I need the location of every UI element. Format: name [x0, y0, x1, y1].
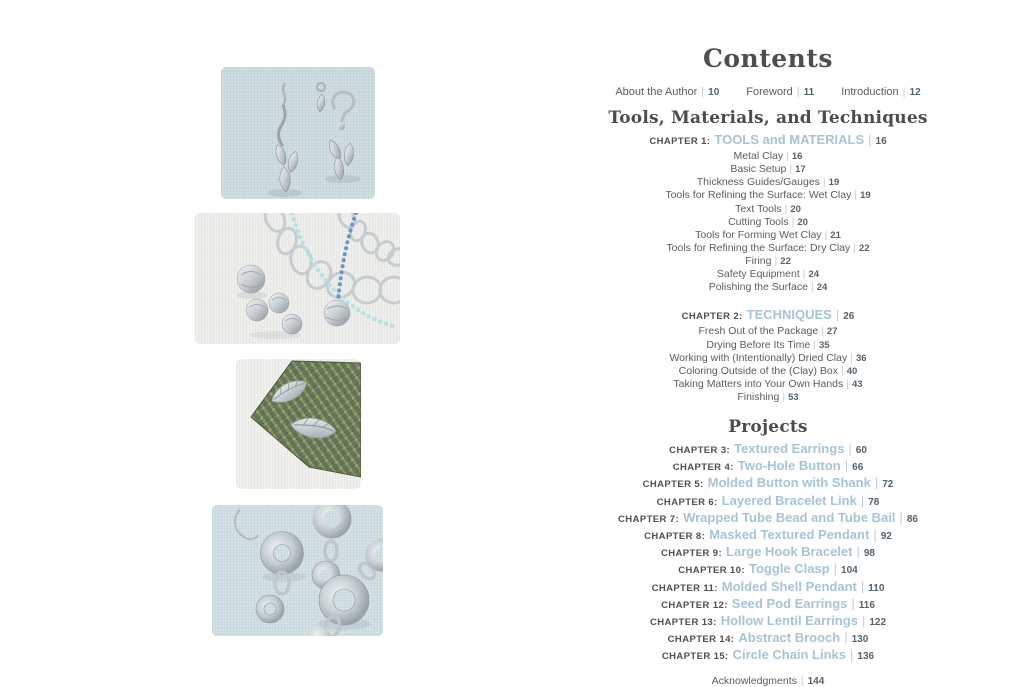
separator: |	[856, 544, 860, 560]
separator: |	[841, 364, 844, 377]
chapter-page: 104	[841, 565, 858, 577]
separator: |	[861, 613, 866, 629]
subitem-page: 35	[819, 339, 830, 351]
chapter-label: CHAPTER 8:	[644, 531, 706, 543]
separator: |	[844, 630, 848, 646]
chapter-entry	[601, 493, 935, 510]
subitem-page: 19	[860, 190, 871, 202]
chapter-page: 78	[868, 496, 880, 508]
subitem-label: Text Tools	[735, 202, 782, 215]
separator: |	[902, 86, 906, 98]
subitem-entry	[601, 150, 935, 163]
chapter-title: Hollow Lentil Earrings	[720, 613, 858, 629]
front-matter-entry-foreword	[746, 86, 814, 99]
chapter-label: CHAPTER 10:	[678, 565, 745, 577]
chapter-block	[601, 475, 935, 492]
subitem-page: 24	[808, 269, 820, 281]
front-matter-label: About the Author	[615, 86, 698, 98]
chapter-title: Abstract Brooch	[738, 630, 841, 646]
separator: |	[824, 228, 828, 241]
separator: |	[789, 163, 793, 176]
circle-chain-links-illustration	[212, 505, 383, 636]
chapter-page: 122	[869, 617, 887, 629]
subitem-label: Finishing	[737, 390, 780, 403]
subitem-entry	[601, 242, 935, 255]
subitem-entry	[601, 268, 935, 281]
subitem-entry	[601, 365, 935, 378]
chapter-entry	[601, 647, 935, 664]
chapter-subitems	[601, 150, 935, 294]
subitem-entry	[601, 203, 935, 216]
front-matter-entry-introduction	[841, 86, 920, 99]
subitem-label: Cutting Tools	[728, 215, 789, 228]
front-matter	[601, 86, 935, 99]
subitem-page: 20	[790, 203, 801, 215]
chapter-entry	[601, 544, 935, 561]
toc-section	[601, 108, 935, 404]
toc-section	[601, 417, 935, 665]
toc-sections	[601, 108, 935, 665]
subitem-label: Safety Equipment	[716, 268, 800, 281]
subitem-label: Tools for Refining the Surface: Dry Clay	[666, 241, 851, 254]
subitem-page: 53	[788, 391, 799, 403]
subitem-page: 19	[828, 177, 840, 189]
back-matter-label: Acknowledgments	[711, 674, 797, 687]
table-of-contents	[601, 44, 935, 687]
subitem-label: Tools for Forming Wet Clay	[695, 228, 822, 241]
subitem-entry	[601, 216, 935, 229]
separator: |	[821, 325, 824, 338]
chapter-block	[601, 596, 935, 613]
separator: |	[813, 338, 817, 351]
chapter-title: Molded Button with Shank	[707, 475, 871, 491]
separator: |	[850, 351, 853, 364]
chapter-block	[601, 544, 935, 561]
separator: |	[873, 527, 877, 543]
separator: |	[853, 241, 856, 254]
subitem-label: Basic Setup	[730, 163, 787, 176]
seed-pod-earrings-photo	[221, 67, 375, 199]
chapter-label: CHAPTER 4:	[672, 462, 734, 474]
front-matter-page: 12	[909, 87, 921, 98]
front-matter-entry-about-the-author	[615, 86, 719, 99]
subitem-page: 36	[855, 352, 867, 364]
layered-necklaces-photo	[195, 213, 400, 344]
chapter-title: Molded Shell Pendant	[721, 578, 857, 594]
pendant-bead	[324, 300, 350, 326]
chapter-page: 136	[857, 651, 875, 663]
subitem-entry	[601, 281, 935, 294]
chapter-title: Masked Textured Pendant	[709, 527, 870, 543]
subitem-label: Thickness Guides/Gauges	[696, 176, 820, 189]
chapter-entry	[601, 596, 935, 613]
ear-wire	[235, 509, 258, 539]
subitem-page: 24	[816, 282, 828, 294]
chapter-block	[601, 441, 935, 458]
chapter-label: CHAPTER 14:	[667, 634, 735, 646]
subitem-label: Metal Clay	[733, 150, 784, 163]
chapter-entry	[601, 307, 935, 324]
chapter-subitems	[601, 325, 935, 404]
separator: |	[860, 578, 865, 594]
subitem-entry	[601, 163, 935, 176]
chapter-title: Toggle Clasp	[748, 561, 830, 577]
chapter-block	[601, 132, 935, 294]
silver-oval-chain	[261, 213, 400, 305]
chapter-page: 130	[851, 634, 869, 646]
subitem-label: Working with (Intentionally) Dried Clay	[669, 351, 848, 364]
subitem-entry	[601, 339, 935, 352]
subitem-label: Fresh Out of the Package	[698, 325, 819, 338]
front-matter-page: 10	[708, 87, 720, 98]
separator: |	[848, 441, 852, 456]
separator: |	[822, 176, 826, 189]
separator: |	[833, 561, 838, 577]
chapter-label: CHAPTER 6:	[656, 496, 718, 508]
chapter-label: CHAPTER 7:	[618, 513, 680, 525]
subitem-page: 22	[858, 242, 870, 254]
separator: |	[784, 202, 788, 215]
subitem-page: 43	[852, 378, 863, 390]
chapter-block	[601, 647, 935, 664]
subitem-label: Coloring Outside of the (Clay) Box	[678, 364, 838, 377]
section-heading: Projects	[728, 417, 808, 437]
front-matter-page: 11	[803, 87, 815, 98]
subitem-label: Drying Before Its Time	[706, 338, 811, 351]
chapter-block	[601, 613, 935, 630]
circle-chain-links-photo	[212, 505, 383, 636]
back-matter-page: 144	[807, 675, 825, 687]
chapter-label: CHAPTER 9:	[661, 548, 723, 560]
separator: |	[791, 215, 795, 228]
chapter-label: CHAPTER 3:	[669, 445, 731, 456]
separator: |	[802, 268, 806, 281]
chapter-block	[601, 493, 935, 510]
chapter-title: Circle Chain Links	[732, 647, 847, 663]
chapter-page: 92	[880, 531, 892, 543]
chapter-title: Large Hook Bracelet	[726, 544, 853, 560]
separator: |	[844, 458, 849, 474]
subitem-label: Polishing the Surface	[708, 281, 808, 294]
chapter-page: 110	[868, 582, 885, 594]
chapter-label: CHAPTER 2:	[681, 311, 743, 323]
separator: |	[854, 189, 858, 202]
subitem-page: 22	[780, 255, 791, 267]
separator: |	[800, 674, 804, 687]
chapter-block	[601, 307, 935, 404]
subitem-label: Tools for Refining the Surface: Wet Clay	[665, 189, 852, 202]
chapter-title: TECHNIQUES	[746, 307, 832, 323]
subitem-page: 27	[826, 326, 838, 338]
subitem-entry	[601, 255, 935, 268]
subitem-page: 40	[846, 365, 858, 377]
earring-right	[325, 92, 361, 183]
separator: |	[810, 281, 814, 294]
subitem-entry	[601, 378, 935, 391]
chapter-entry	[601, 458, 935, 475]
chapter-entry	[601, 561, 935, 578]
separator: |	[874, 475, 879, 491]
separator: |	[851, 595, 855, 611]
chapter-entry	[601, 441, 935, 458]
chapter-block	[601, 527, 935, 544]
subitem-entry	[601, 352, 935, 365]
donut-links	[256, 505, 383, 636]
chapter-block	[601, 630, 935, 647]
subitem-page: 16	[791, 151, 803, 163]
section-heading: Tools, Materials, and Techniques	[608, 108, 928, 128]
separator: |	[782, 390, 786, 403]
chapter-entry	[601, 132, 935, 149]
chapter-entry	[601, 613, 935, 630]
chapter-title: Textured Earrings	[734, 441, 845, 456]
seed-pod-earrings-illustration	[221, 67, 375, 199]
chapter-label: CHAPTER 15:	[661, 651, 729, 663]
earring-left	[268, 83, 302, 197]
chapter-block	[601, 561, 935, 578]
chapter-entry	[601, 630, 935, 647]
chapter-entry	[601, 475, 935, 492]
chapter-page: 116	[858, 599, 875, 611]
chapter-entry	[601, 527, 935, 544]
chapter-label: CHAPTER 13:	[649, 617, 717, 629]
subitem-entry	[601, 176, 935, 189]
subitem-label: Firing	[745, 254, 772, 267]
chapter-title: Two-Hole Button	[737, 458, 841, 474]
chapter-page: 16	[875, 136, 887, 147]
separator: |	[701, 86, 705, 98]
beaded-cuff-illustration	[236, 359, 361, 489]
chapter-page: 26	[843, 311, 855, 323]
separator: |	[786, 150, 789, 163]
chapter-title: Layered Bracelet Link	[721, 492, 857, 508]
separator: |	[774, 254, 778, 267]
separator: |	[899, 509, 903, 525]
chapter-page: 72	[882, 479, 894, 491]
front-matter-label: Foreword	[746, 86, 793, 98]
chapter-block	[601, 458, 935, 475]
separator: |	[796, 86, 800, 98]
subitem-entry	[601, 325, 935, 338]
subitem-entry	[601, 229, 935, 242]
subitem-label: Taking Matters into Your Own Hands	[673, 377, 844, 390]
chapter-entry	[601, 579, 935, 596]
subitem-page: 17	[795, 164, 806, 176]
chapter-title: Wrapped Tube Bead and Tube Bail	[683, 509, 896, 525]
beaded-cuff-photo	[236, 359, 361, 489]
subitem-entry	[601, 189, 935, 202]
earring-bud-top	[316, 83, 326, 112]
chapter-page: 66	[852, 462, 864, 474]
subitem-entry	[601, 391, 935, 404]
chapter-title: TOOLS and MATERIALS	[714, 132, 865, 147]
chapter-entry	[601, 510, 935, 527]
front-matter-label: Introduction	[841, 86, 899, 98]
separator: |	[860, 492, 865, 508]
chapter-label: CHAPTER 5:	[642, 479, 704, 491]
separator: |	[850, 647, 854, 663]
chapter-block	[601, 510, 935, 527]
chapter-page: 86	[906, 513, 918, 525]
page-title: Contents	[702, 44, 833, 73]
chapter-block	[601, 579, 935, 596]
separator: |	[868, 132, 872, 147]
chapter-label: CHAPTER 1:	[649, 136, 711, 147]
chapter-label: CHAPTER 12:	[661, 599, 728, 611]
subitem-page: 21	[830, 229, 841, 241]
chapter-label: CHAPTER 11:	[651, 582, 718, 594]
back-matter	[601, 675, 935, 687]
subitem-page: 20	[797, 216, 808, 228]
separator: |	[835, 307, 840, 323]
separator: |	[846, 377, 849, 390]
chapter-title: Seed Pod Earrings	[731, 595, 848, 611]
layered-necklaces-illustration	[195, 213, 400, 344]
chapter-page: 60	[855, 445, 867, 456]
chapter-page: 98	[863, 548, 875, 560]
